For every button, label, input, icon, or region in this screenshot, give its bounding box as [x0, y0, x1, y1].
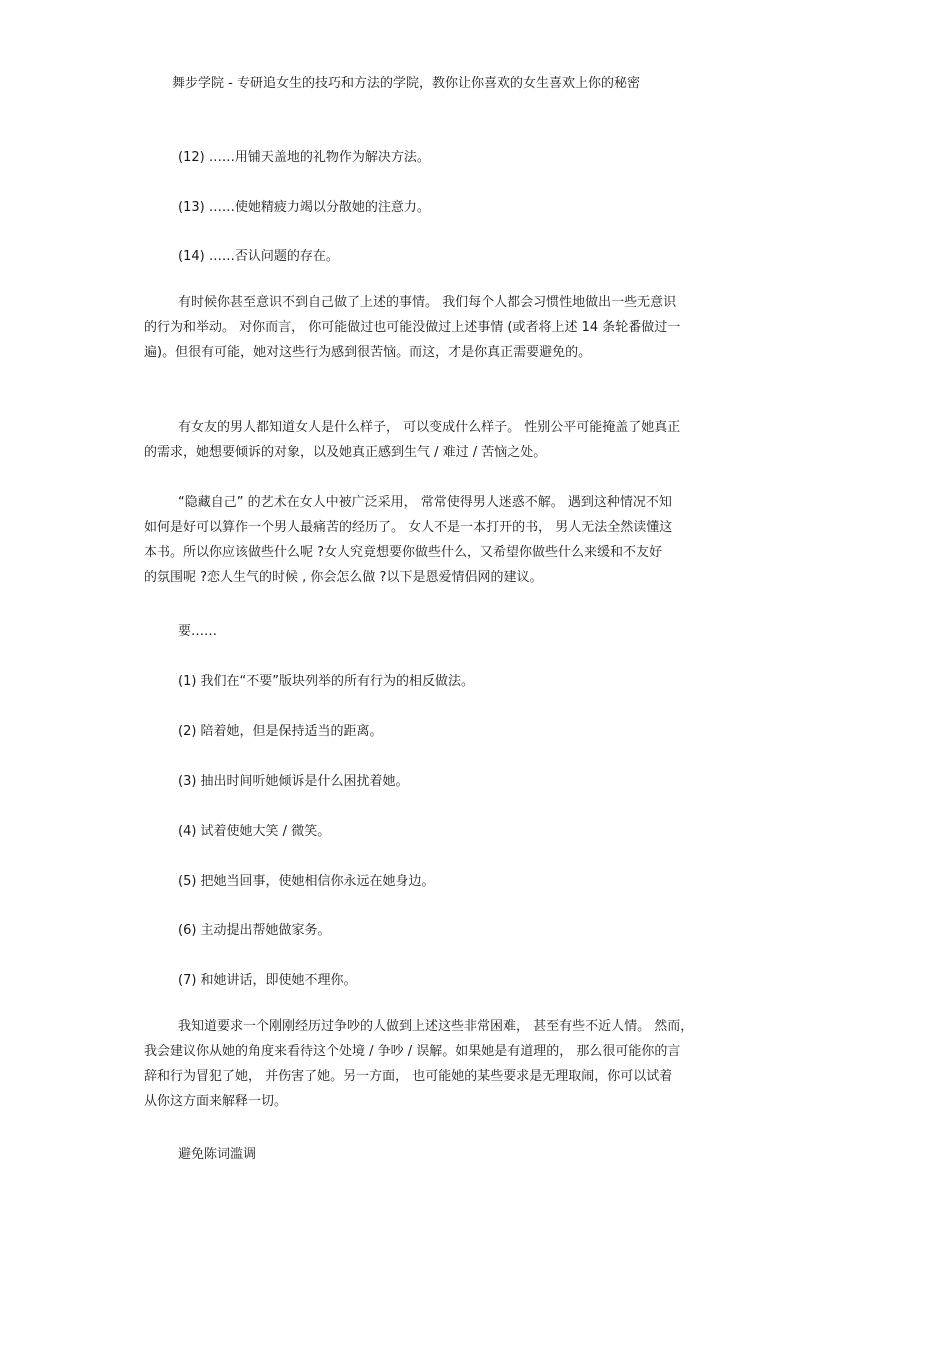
page-header: 舞步学院 - 专研追女生的技巧和方法的学院，教你让你喜欢的女生喜欢上你的秘密 — [172, 76, 640, 91]
paragraph-advice — [144, 1014, 804, 1114]
section-heading: 避免陈词滥调 — [178, 1147, 257, 1162]
dont-list-item: (12) ……用铺天盖地的礼物作为解决方法。 — [178, 150, 430, 165]
paragraph-hiding-art — [144, 490, 804, 590]
paragraph-line: 本书。所以你应该做些什么呢 ?女人究竟想要你做些什么，又希望你做些什么来缓和不友好 — [144, 545, 663, 560]
do-list-item: (1) 我们在“不要”版块列举的所有行为的相反做法。 — [178, 674, 475, 689]
paragraph-line: 遍)。但很有可能，她对这些行为感到很苦恼。而这，才是你真正需要避免的。 — [144, 345, 592, 360]
paragraph-line: 的行为和举动。 对你而言， 你可能做过也可能没做过上述事情 (或者将上述 14 条轮番做过一 — [144, 320, 681, 335]
paragraph-unconscious-behavior — [144, 290, 804, 365]
do-list-item: (3) 抽出时间听她倾诉是什么困扰着她。 — [178, 774, 409, 789]
paragraph-line: 辞和行为冒犯了她， 并伤害了她。另一方面， 也可能她的某些要求是无理取闹，你可以试着 — [144, 1069, 673, 1084]
dont-list-item: (13) ……使她精疲力竭以分散她的注意力。 — [178, 200, 430, 215]
dont-list-item: (14) ……否认问题的存在。 — [178, 249, 339, 264]
paragraph-line: 如何是好可以算作一个男人最痛苦的经历了。 女人不是一本打开的书， 男人无法全然读懂这 — [144, 520, 673, 535]
do-list-item: (6) 主动提出帮她做家务。 — [178, 923, 331, 938]
do-list-item: (7) 和她讲话，即使她不理你。 — [178, 973, 357, 988]
paragraph-line: 有女友的男人都知道女人是什么样子， 可以变成什么样子。 性别公平可能掩盖了她真正 — [178, 420, 681, 435]
do-list-item: (2) 陪着她，但是保持适当的距离。 — [178, 724, 383, 739]
paragraph-line: 我会建议你从她的角度来看待这个处境 / 争吵 / 误解。如果她是有道理的， 那么很可能你的言 — [144, 1044, 681, 1059]
paragraph-line: 我知道要求一个刚刚经历过争吵的人做到上述这些非常困难， 甚至有些不近人情。 然而， — [178, 1019, 694, 1034]
do-list-item: (4) 试着使她大笑 / 微笑。 — [178, 824, 331, 839]
paragraph-line: 有时候你甚至意识不到自己做了上述的事情。 我们每个人都会习惯性地做出一些无意识 — [178, 295, 677, 310]
do-heading: 要…… — [178, 624, 218, 639]
paragraph-line: 的氛围呢 ?恋人生气的时候 , 你会怎么做 ?以下是恩爱情侣网的建议。 — [144, 570, 543, 585]
do-list-item: (5) 把她当回事，使她相信你永远在她身边。 — [178, 874, 435, 889]
paragraph-line: “隐藏自己” 的艺术在女人中被广泛采用， 常常使得男人迷惑不解。 遇到这种情况不知 — [178, 495, 672, 510]
paragraph-line: 从你这方面来解释一切。 — [144, 1094, 288, 1109]
paragraph-line: 的需求，她想要倾诉的对象，以及她真正感到生气 / 难过 / 苦恼之处。 — [144, 445, 547, 460]
paragraph-women-needs — [144, 415, 804, 465]
